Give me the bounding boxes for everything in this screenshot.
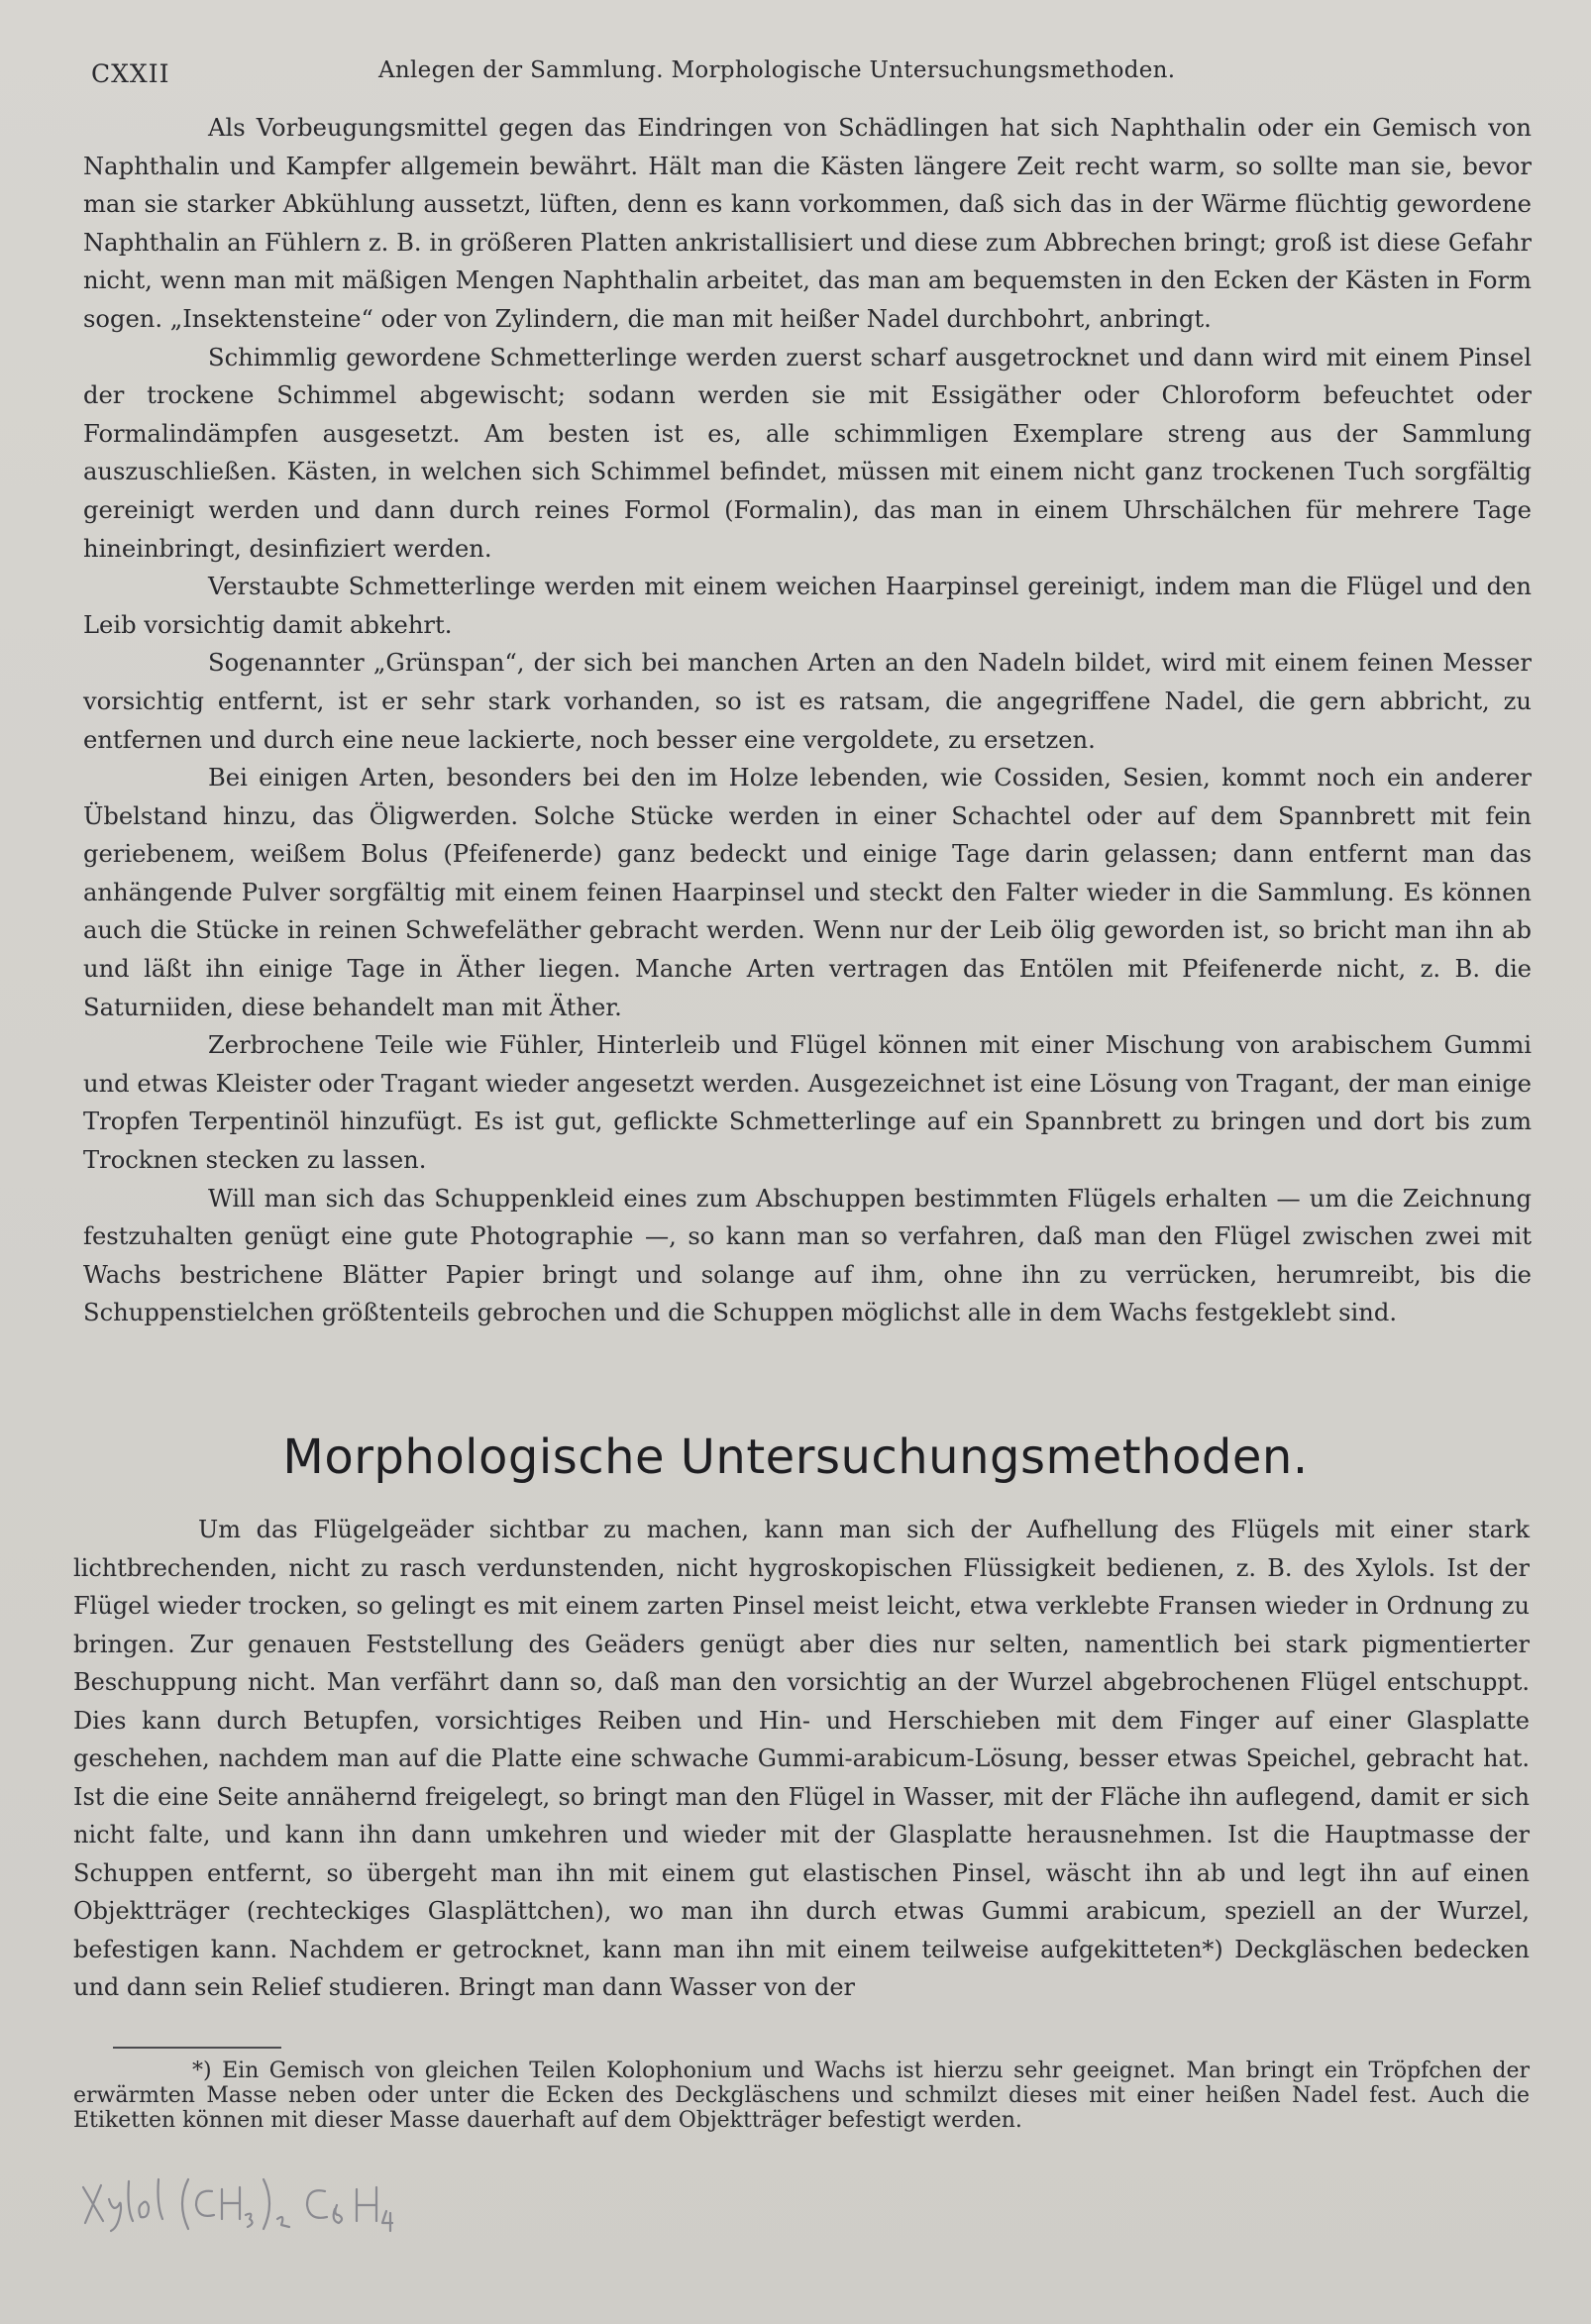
paragraph-greasing: Bei einigen Arten, besonders bei den im Holze lebenden, wie Cossiden, Sesien, kommt noch ein anderer Übelstand hinzu, das Öligwerden. Solche Stücke werden in einer Schachtel oder auf dem Spannbrett mit fein geriebenem, weißem Bolus (Pfeifenerde) ganz bedeckt und einige Tage darin gelassen; dann entfernt man das anhängende Pulver sorgfältig mit einem feinen Haarpinsel und steckt den Falter wieder in die Sammlung. Es können auch die Stücke in reinen Schwefeläther gebracht werden. Wenn nur der Leib ölig geworden ist, so bricht man ihn ab und läßt ihn einige Tage in Äther liegen. Manche Arten vertragen das Entölen mit Pfeifenerde nicht, z. B. die Saturniiden, diese behandelt man mit Äther. (83, 764, 1532, 1021)
paragraph-naphthalin: Als Vorbeugungsmittel gegen das Eindringen von Schädlingen hat sich Naphthalin oder ein Gemisch von Naphthalin und Kampfer allgemein bewährt. Hält man die Kästen längere Zeit recht warm, so sollte man sie, bevor man sie starker Abkühlung aussetzt, lüften, denn es kann vorkommen, daß sich das in der Wärme flüchtig gewordene Naphthalin an Fühlern z. B. in größeren Platten ankristallisiert und diese zum Abbrechen bringt; groß ist diese Gefahr nicht, wenn man mit mäßigen Mengen Naphthalin arbeitet, das man am bequemsten in den Ecken der Kästen in Form sogen. „Insektensteine“ oder von Zylindern, die man mit heißer Nadel durchbohrt, anbringt. (83, 114, 1532, 333)
paragraph-verdigris: Sogenannter „Grünspan“, der sich bei manchen Arten an den Nadeln bildet, wird mit einem feinen Messer vorsichtig entfernt, ist er sehr stark vorhanden, so ist es ratsam, die angegriffene Nadel, die gern abbricht, zu entfernen und durch eine neue lackierte, noch besser eine vergoldete, zu ersetzen. (83, 649, 1532, 754)
collection-care-text (83, 109, 1532, 1332)
handwritten-pencil-note (77, 2169, 434, 2239)
paragraph-scale-preservation: Will man sich das Schuppenkleid eines zum Abschuppen bestimmten Flügels erhalten — um die Zeichnung festzuhalten genügt eine gute Photographie —, so kann man so verfahren, daß man den Flügel zwischen zwei mit Wachs bestrichene Blätter Papier bringt und solange auf ihm, ohne ihn zu verrücken, herumreibt, bis die Schuppenstielchen größtenteils gebrochen und die Schuppen möglichst alle in dem Wachs festgeklebt sind. (83, 1184, 1532, 1327)
paragraph-wing-venation: Um das Flügelgeäder sichtbar zu machen, kann man sich der Aufhellung des Flügels mit einer stark lichtbrechenden, nicht zu rasch verdunstenden, nicht hygroskopischen Flüssigkeit bedienen, z. B. des Xylols. Ist der Flügel wieder trocken, so gelingt es mit einem zarten Pinsel meist leicht, etwa verklebte Fransen wieder in Ordnung zu bringen. Zur genauen Feststellung des Geäders genügt aber dies nur selten, namentlich bei stark pigmentierter Beschuppung nicht. Man verfährt dann so, daß man den vorsichtig an der Wurzel abgebrochenen Flügel entschuppt. Dies kann durch Betupfen, vorsichtiges Reiben und Hin- und Herschieben mit dem Finger auf einer Glasplatte geschehen, nachdem man auf die Platte eine schwache Gummi-arabicum-Lösung, besser etwas Speichel, gebracht hat. Ist die eine Seite annähernd freigelegt, so bringt man den Flügel in Wasser, mit der Fläche ihn auflegend, damit er sich nicht falte, und kann ihn dann umkehren und wieder mit der Glasplatte herausnehmen. Ist die Hauptmasse der Schuppen entfernt, so übergeht man ihn mit einem gut elastischen Pinsel, wäscht ihn ab und legt ihn auf einen Objektträger (rechteckiges Glasplättchen), wo man ihn durch etwas Gummi arabicum, speziell an der Wurzel, befestigen kann. Nachdem er getrocknet, kann man ihn mit einem teilweise aufgekitteten*) Deckgläschen bedecken und dann sein Relief studieren. Bringt man dann Wasser von der (73, 1516, 1530, 2001)
section-body (73, 1511, 1530, 2007)
paragraph-dust: Verstaubte Schmetterlinge werden mit einem weichen Haarpinsel gereinigt, indem man die Flügel und den Leib vorsichtig damit abkehrt. (83, 573, 1532, 639)
paragraph-broken-parts: Zerbrochene Teile wie Fühler, Hinterleib und Flügel können mit einer Mischung von arabischem Gummi und etwas Kleister oder Tragant wieder angesetzt werden. Ausgezeichnet ist eine Lösung von Tragant, der man einige Tropfen Terpentinöl hinzufügt. Es ist gut, geflickte Schmetterlinge auf ein Spannbrett zu bringen und dort bis zum Trocknen stecken zu lassen. (83, 1031, 1532, 1175)
page-header (91, 53, 1528, 93)
footnote-text: *) Ein Gemisch von gleichen Teilen Kolophonium und Wachs ist hierzu sehr geeignet. Man bringt ein Tröpfchen der erwärmten Masse neben oder unter die Ecken des Deckgläschens und schmilzt dieses mit einer heißen Nadel fest. Auch die Etiketten können mit dieser Masse dauerhaft auf dem Objektträger befestigt werden. (73, 2059, 1530, 2133)
section-heading: Morphologische Untersuchungsmethoden. (282, 1429, 1309, 1485)
footnote-rule (113, 2047, 281, 2049)
page-number: CXXII (91, 59, 170, 88)
handwritten-formula-drawing (77, 2169, 434, 2239)
running-head: Anlegen der Sammlung. Morphologische Untersuchungsmethoden. (378, 57, 1176, 83)
footnote (73, 2059, 1530, 2133)
paragraph-mold: Schimmlig gewordene Schmetterlinge werden zuerst scharf ausgetrocknet und dann wird mit einem Pinsel der trockene Schimmel abgewischt; sodann werden sie mit Essigäther oder Chloroform befeuchtet oder Formalindämpfen ausgesetzt. Am besten ist es, alle schimmligen Exemplare streng aus der Sammlung auszuschließen. Kästen, in welchen sich Schimmel befindet, müssen mit einem nicht ganz trockenen Tuch sorgfältig gereinigt werden und dann durch reines Formol (Formalin), das man in einem Uhrschälchen für mehrere Tage hineinbringt, desinfiziert werden. (83, 343, 1532, 563)
